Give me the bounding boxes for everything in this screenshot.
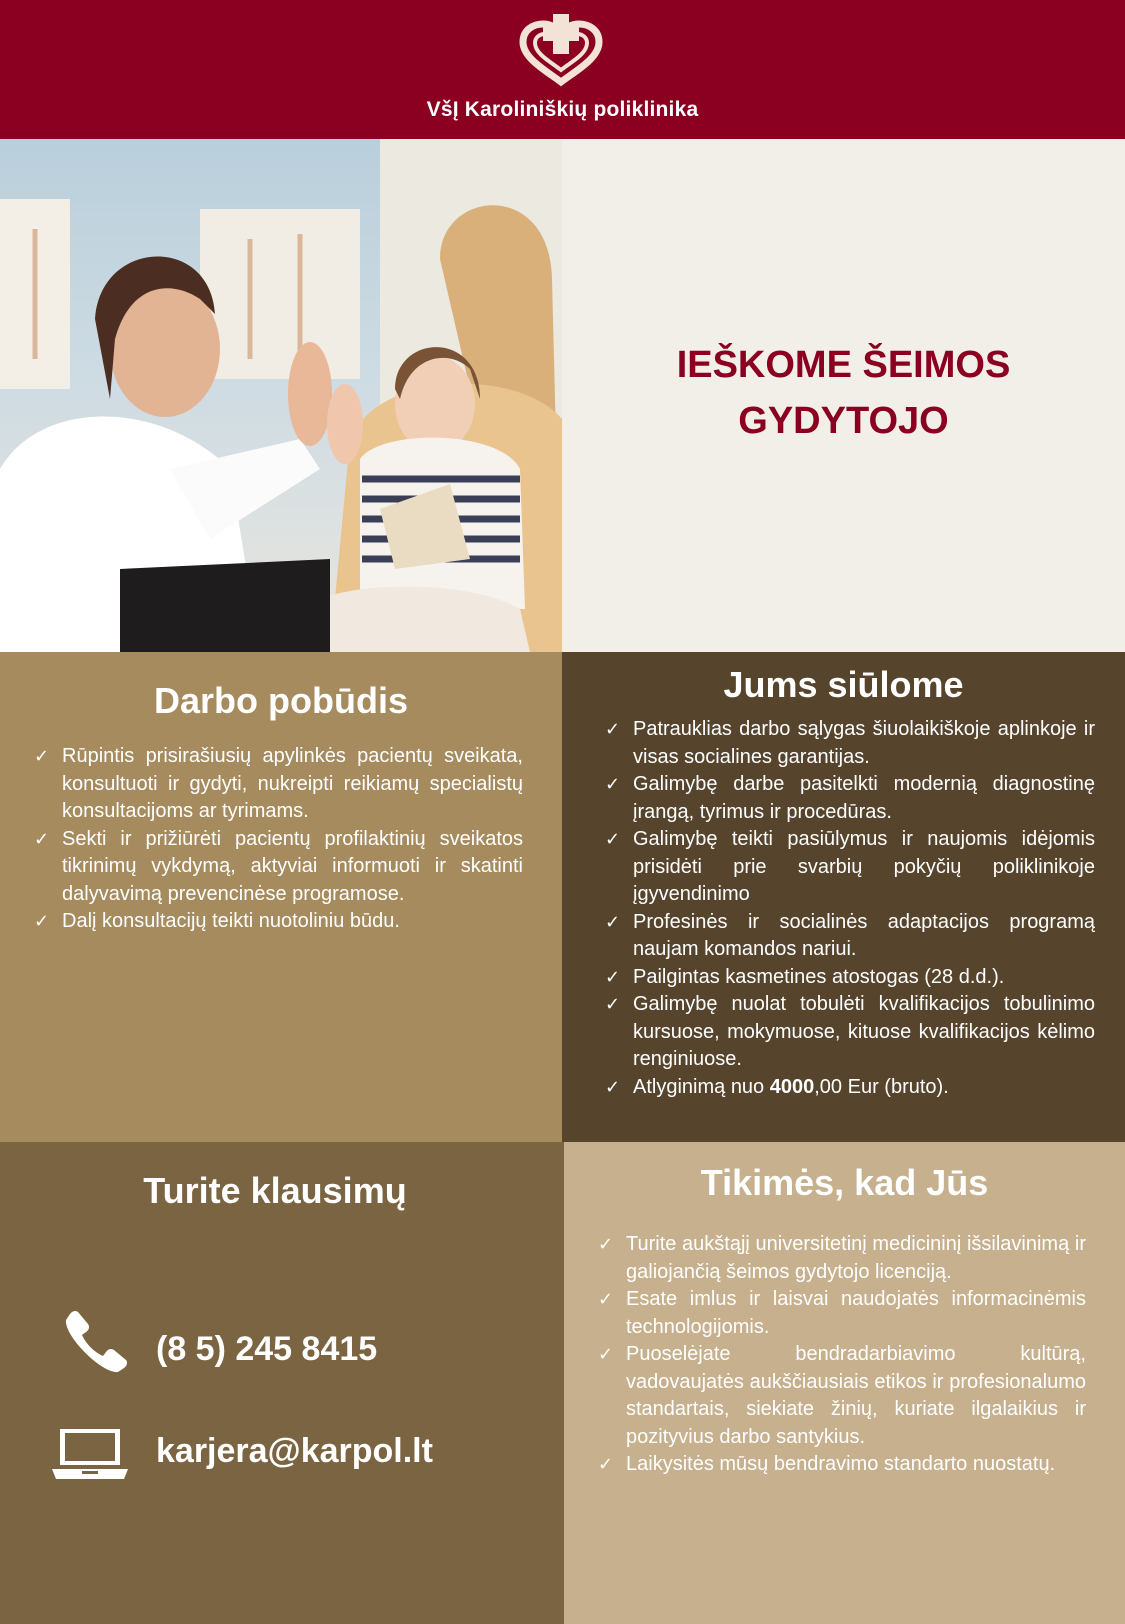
list-item: ✓ Profesinės ir socialinės adaptacijos programą naujam komandos nariui. [605,909,1095,964]
header-bar [0,0,1125,139]
headline-line-1: IEŠKOME ŠEIMOS [676,344,1011,386]
list-item: ✓ Rūpintis prisirašiusių apylinkės pacientų sveikata, konsultuoti ir gydyti, nukreipti reikiamų specialistų konsultacijoms ar tyrimams. [34,743,523,826]
list-item: ✓ Galimybę nuolat tobulėti kvalifikacijos tobulinimo kursuose, mokymuose, kituose kvalifikacijos kėlimo renginiuose. [605,991,1095,1074]
offer-list [605,716,1095,1101]
list-item: ✓ Sekti ir prižiūrėti pacientų profilaktinių sveikatos tikrinimų vykdymą, aktyviai informuoti ir skatinti dalyvavimą prevencinėse programose. [34,826,523,909]
organization-name: VšĮ Karoliniškių poliklinika [426,98,699,121]
expectations-title: Tikimės, kad Jūs [700,1162,989,1203]
job-description-list [34,743,523,936]
list-item: ✓ Dalį konsultacijų teikti nuotoliniu būdu. [34,908,523,936]
headline-line-2: GYDYTOJO [738,400,949,442]
contact-panel [0,1142,564,1624]
list-item: ✓ Puoselėjate bendradarbiavimo kultūrą, vadovaujatės aukščiausiais etikos ir profesionalumo standartais, siekiate žinių, kuriate ilgalaikius ir pozityvius darbo santykius. [598,1341,1086,1451]
list-item: ✓ Patrauklias darbo sąlygas šiuolaikiškoje aplinkoje ir visas socialines garantijas. [605,716,1095,771]
contact-title: Turite klausimų [143,1170,407,1211]
phone-number[interactable]: (8 5) 245 8415 [156,1330,378,1368]
job-description-title: Darbo pobūdis [154,680,408,721]
offer-title: Jums siūlome [723,664,964,705]
phone-icon [64,1310,128,1374]
list-item: ✓ Galimybę darbe pasitelkti modernią diagnostinę įrangą, tyrimus ir procedūras. [605,771,1095,826]
list-item: ✓ Galimybę teikti pasiūlymus ir naujomis idėjomis prisidėti prie svarbių pokyčių poliklinikoje įgyvendinimo [605,826,1095,909]
list-item: ✓ Pailgintas kasmetines atostogas (28 d.d.). [605,964,1095,992]
salary-amount: 4000 [769,1075,815,1098]
email-address[interactable]: karjera@karpol.lt [156,1432,433,1470]
expectations-list [598,1231,1086,1479]
headline-panel [562,139,1125,652]
job-description-panel [0,652,562,1142]
doctor-child-high-five-photo [0,139,562,652]
list-item: ✓ Turite aukštąjį universitetinį medicininį išsilavinimą ir galiojančią šeimos gydytojo licenciją. [598,1231,1086,1286]
list-item: ✓ Laikysitės mūsų bendravimo standarto nuostatų. [598,1451,1086,1479]
hero-photo [0,139,562,652]
laptop-icon [52,1427,128,1479]
list-item: ✓ Esate imlus ir laisvai naudojatės informacinėmis technologijomis. [598,1286,1086,1341]
salary-suffix: ,00 Eur (bruto). [814,1075,949,1098]
salary-prefix: Atlyginimą nuo [633,1075,770,1098]
expectations-panel [564,1142,1125,1624]
clinic-logo-heart-cross-icon [515,12,607,88]
salary-item [605,1074,1095,1102]
job-headline [562,337,1125,449]
offer-panel [562,652,1125,1142]
